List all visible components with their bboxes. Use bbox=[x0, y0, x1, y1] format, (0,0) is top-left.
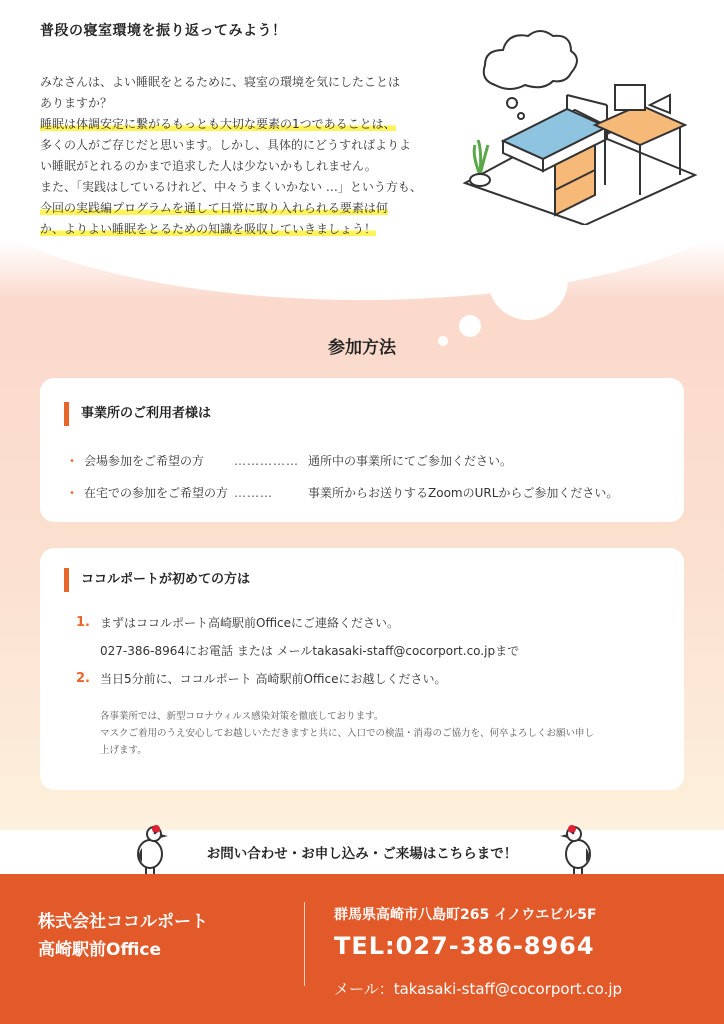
leader-dots: ……… bbox=[234, 486, 273, 500]
thought-bubble-large bbox=[488, 240, 568, 320]
card-new-users bbox=[40, 548, 684, 790]
section-title: 参加方法 bbox=[328, 338, 396, 358]
step-number: 1. bbox=[76, 615, 90, 630]
steps-list bbox=[76, 614, 519, 698]
step-1-contact: 027-386-8964にお電話 または メールtakasaki-staff@cocorport.co.jpまで bbox=[100, 644, 520, 658]
bullet-icon: ・ bbox=[66, 454, 79, 468]
list-item bbox=[66, 484, 618, 516]
card-heading: 事業所のご利用者様は bbox=[64, 402, 211, 426]
plant-icon bbox=[470, 140, 490, 186]
item-desc: 通所中の事業所にてご参加ください。 bbox=[308, 454, 513, 468]
address: 群馬県高崎市八島町265 イノウエビル5F bbox=[334, 907, 597, 923]
company-line: 高崎駅前Office bbox=[38, 940, 162, 960]
intro-line: ありますか？ bbox=[40, 96, 113, 110]
email-address[interactable]: メール：takasaki-staff@cocorport.co.jp bbox=[334, 980, 623, 998]
card-existing-users bbox=[40, 378, 684, 522]
intro-line bbox=[40, 198, 440, 219]
bedroom-illustration bbox=[455, 25, 705, 225]
company-name bbox=[38, 908, 208, 964]
note-line: マスクご着用のうえ安心してお越しいただきますと共に、入口での検温・消毒のご協力を、何卒よろしくお願い申し bbox=[100, 728, 595, 739]
item-label: 在宅での参加をご希望の方 bbox=[84, 486, 229, 500]
step-2 bbox=[76, 670, 519, 698]
step-number: 2. bbox=[76, 671, 90, 686]
intro-line: また、「実践はしているけれど、中々うまくいかない …」という方も、 bbox=[40, 180, 422, 194]
company-line: 株式会社ココルポート bbox=[38, 912, 208, 932]
intro-line: みなさんは、よい睡眠をとるために、寝室の環境を気にしたことは bbox=[40, 75, 401, 89]
note-line: 上げます。 bbox=[100, 745, 147, 756]
intro-heading: 普段の寝室環境を振り返ってみよう！ bbox=[40, 23, 287, 39]
thought-cloud-icon bbox=[484, 31, 577, 119]
footer bbox=[0, 874, 724, 1024]
step-text: まずはココルポート高崎駅前Officeにご連絡ください。 bbox=[100, 616, 400, 630]
item-desc: 事業所からお送りするZoomのURLからご参加ください。 bbox=[308, 486, 619, 500]
intro-line bbox=[40, 219, 440, 240]
contact-text: お問い合わせ・お申し込み・ご来場はこちらまで！ bbox=[206, 846, 518, 862]
covid-note bbox=[100, 708, 660, 759]
bullet-icon: ・ bbox=[66, 486, 79, 500]
intro-body bbox=[40, 72, 440, 240]
note-line: 各事業所では、新型コロナウィルス感染対策を徹底しております。 bbox=[100, 711, 384, 722]
intro-line: い睡眠がとれるのかまで追求した人は少ないかもしれません。 bbox=[40, 159, 377, 173]
intro-line bbox=[40, 114, 440, 135]
intro-line: 多くの人がご存じだと思います。しかし、具体的にどうすればよりよ bbox=[40, 138, 412, 152]
step-1 bbox=[76, 614, 519, 642]
highlighted-text: か、よりよい睡眠をとるための知識を吸収していきましょう！ bbox=[40, 222, 377, 236]
intro-section bbox=[40, 20, 440, 240]
highlighted-text: 今回の実践編プログラムを通して日常に取り入れられる要素は何 bbox=[40, 201, 388, 215]
footer-divider bbox=[304, 902, 305, 986]
bullet-list bbox=[66, 452, 618, 516]
phone-number[interactable]: TEL:027-386-8964 bbox=[334, 932, 595, 960]
card-heading: ココルポートが初めての方は bbox=[64, 568, 250, 592]
highlighted-text: 睡眠は体調安定に繋がるもっとも大切な要素の1つであることは、 bbox=[40, 117, 396, 131]
list-item bbox=[66, 452, 618, 484]
item-label: 会場参加をご希望の方 bbox=[84, 454, 205, 468]
leader-dots: …………… bbox=[234, 454, 299, 468]
step-text: 当日5分前に、ココルポート 高崎駅前Officeにお越しください。 bbox=[100, 672, 447, 686]
